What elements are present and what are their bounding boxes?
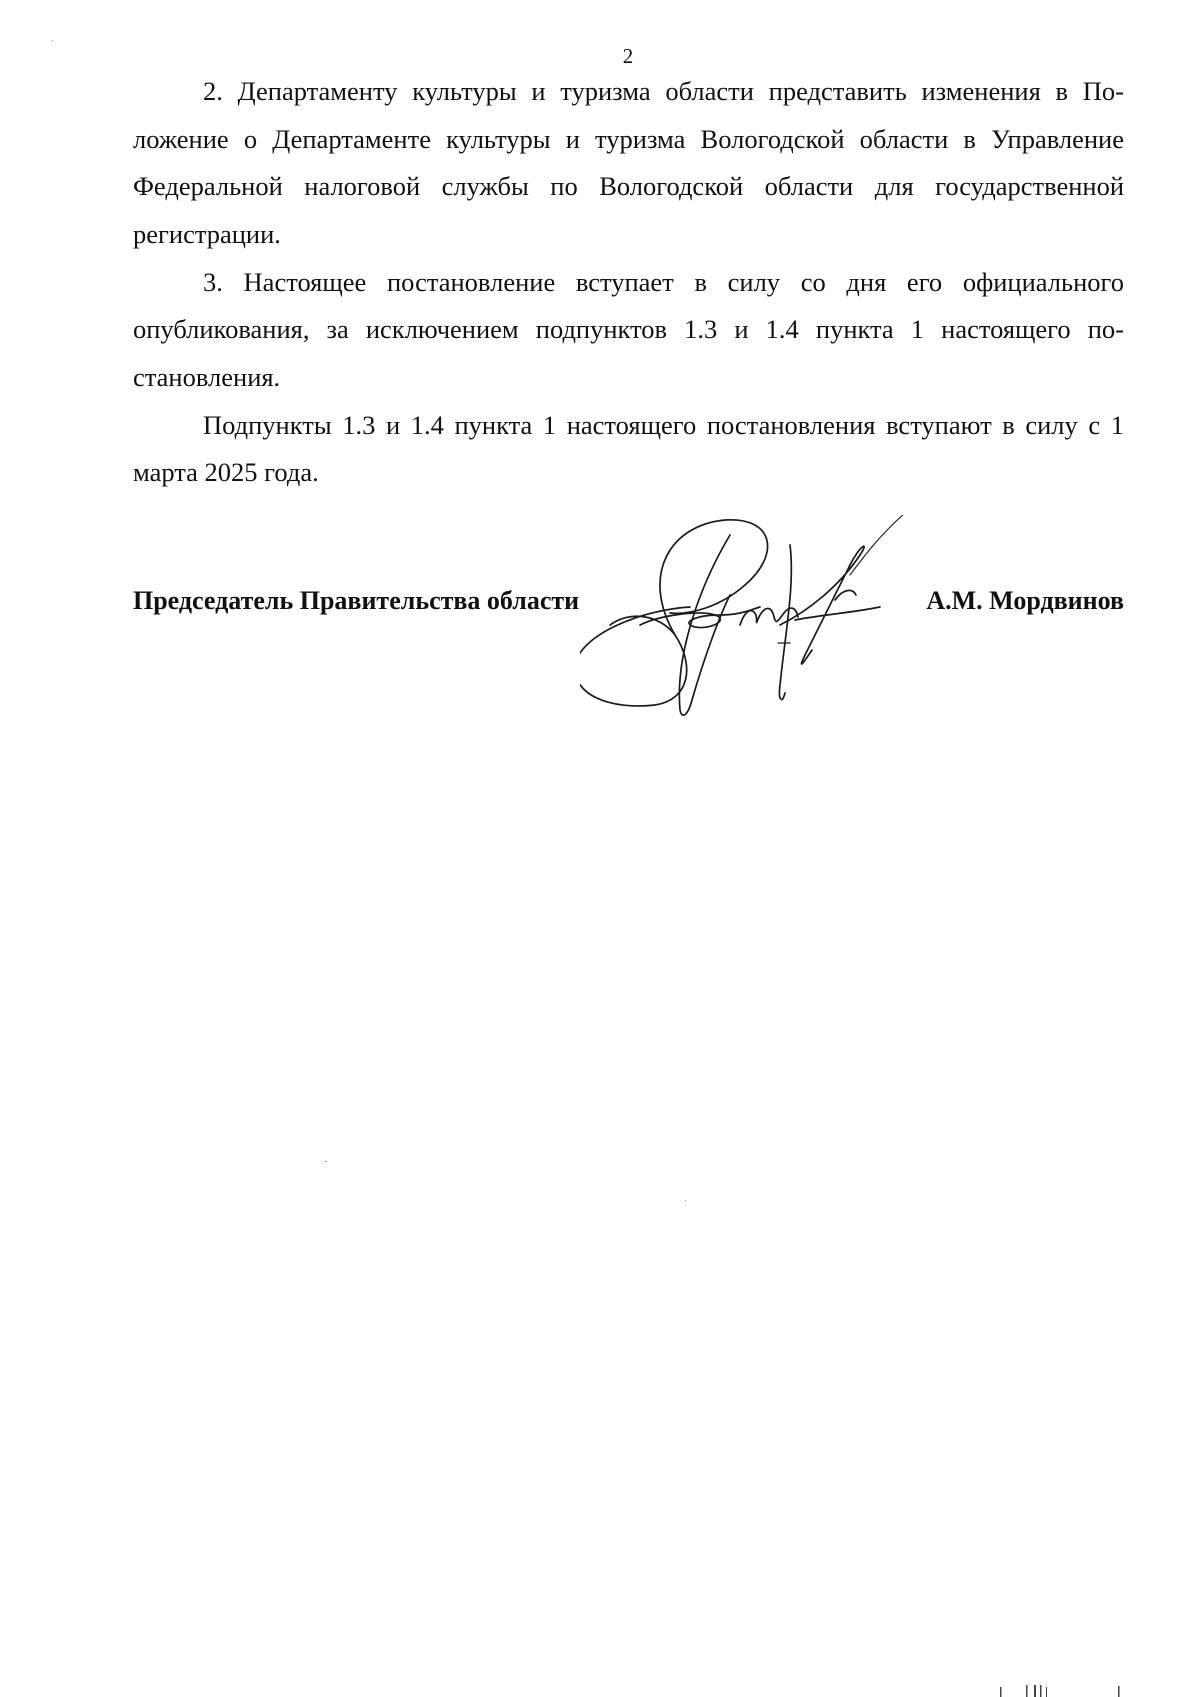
handwritten-signature-icon — [580, 515, 930, 730]
paragraph-3: 3. Настоящее постановление вступает в силу со дня его официального опубликования, за исключением подпунктов 1.3 и 1.4 пункта 1 настоящего постановления. — [133, 266, 1124, 392]
signatory-name: А.М. Мордвинов — [926, 586, 1124, 615]
scan-speck — [780, 699, 781, 700]
page-number: 2 — [622, 44, 634, 68]
barcode-marks-icon — [1000, 1685, 1160, 1697]
paragraph-2: 2. Департаменту культуры и туризма области представить изменения в Положение о Департаменте культуры и туризма Вологодской области в Управление Федеральной налоговой службы по Вологодской области для государственной регистрации. — [133, 76, 1124, 249]
scan-speck — [52, 40, 53, 41]
paragraph-effective-date: Подпункты 1.3 и 1.4 пункта 1 настоящего постановления вступают в силу с 1 марта 2025 года. — [133, 409, 1124, 487]
scan-speck — [685, 1200, 686, 1201]
signatory-title: Председатель Правительства области — [133, 586, 580, 615]
document-body — [133, 68, 1124, 497]
scan-speck — [325, 1161, 327, 1162]
